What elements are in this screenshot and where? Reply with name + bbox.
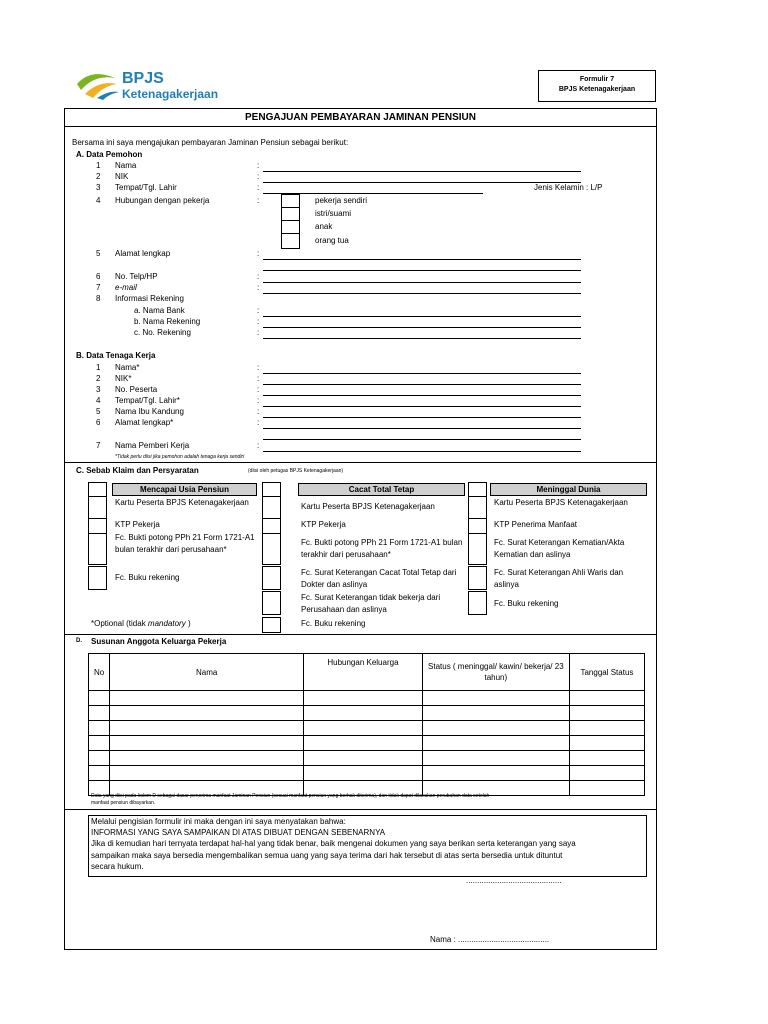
table-row[interactable]: [89, 766, 645, 781]
b-field[interactable]: [263, 439, 581, 440]
b-row-no: 4: [96, 396, 101, 405]
a-label-alamat: Alamat lengkap: [115, 249, 171, 258]
colon: :: [257, 272, 260, 281]
checkbox-orang-tua[interactable]: [281, 233, 300, 249]
a-row-no: 6: [96, 272, 101, 281]
c2-item: Fc. Surat Keterangan Cacat Total Tetap dari Dokter dan aslinya: [301, 568, 457, 589]
brand-subname: Ketenagakerjaan: [122, 87, 219, 101]
b-field[interactable]: [263, 395, 581, 396]
checkbox-c2-tidak-bekerja[interactable]: [262, 591, 281, 615]
checkbox-c3-kematian[interactable]: [468, 533, 487, 565]
a-alamat-field-2[interactable]: [263, 270, 581, 271]
signature-line[interactable]: ...........................................: [466, 876, 562, 885]
a-row-no: 8: [96, 294, 101, 303]
checkbox-c2-pph[interactable]: [262, 533, 281, 565]
signature-name[interactable]: Nama : .........................................: [430, 935, 550, 944]
col-status: Status ( meninggal/ kawin/ bekerja/ 23 tahun): [422, 654, 569, 691]
table-row[interactable]: [89, 721, 645, 736]
a-label-nama-rekening: b. Nama Rekening: [134, 317, 201, 326]
section-b-heading: B. Data Tenaga Kerja: [76, 351, 156, 360]
a-label-nama: Nama: [115, 161, 137, 170]
b-row-no: 1: [96, 363, 101, 372]
table-row[interactable]: [89, 706, 645, 721]
statement-line3: Jika di kemudian hari ternyata terdapat hal-hal yang tidak benar, baik mengenai dokumen yang saya berikan serta keterangan yang saya: [91, 839, 576, 848]
a-label-no-rekening: c. No. Rekening: [134, 328, 191, 337]
b-field[interactable]: [263, 384, 581, 385]
c1-item: Kartu Peserta BPJS Ketenagakerjaan: [115, 498, 249, 507]
relation-label: orang tua: [315, 236, 349, 245]
checkbox-c2-rekening[interactable]: [262, 617, 281, 633]
a-row-no: 5: [96, 249, 101, 258]
a-label-bank: a. Nama Bank: [134, 306, 185, 315]
col-hubungan: Hubungan Keluarga: [304, 654, 423, 691]
a-label-nik: NIK: [115, 172, 129, 181]
a-row-no: 3: [96, 183, 101, 192]
section-a-heading: A. Data Pemohon: [76, 150, 143, 159]
b-label: Nama*: [115, 363, 140, 372]
b-row-no: 2: [96, 374, 101, 383]
b-label: Tempat/Tgl. Lahir*: [115, 396, 180, 405]
colon: :: [257, 441, 260, 450]
colon: :: [257, 374, 260, 383]
checkbox-c1-ktp[interactable]: [88, 518, 107, 534]
form-org: BPJS Ketenagakerjaan: [558, 86, 636, 93]
col-header-meninggal: Meninggal Dunia: [490, 483, 647, 496]
colon: :: [257, 363, 260, 372]
col-header-cacat: Cacat Total Tetap: [298, 483, 465, 496]
checkbox-c2-kartu[interactable]: [262, 496, 281, 520]
checkbox-c2-ktp[interactable]: [262, 518, 281, 534]
colon: :: [257, 385, 260, 394]
col-header-usia-pensiun: Mencapai Usia Pensiun: [112, 483, 257, 496]
a-label-hubungan: Hubungan dengan pekerja: [115, 196, 210, 205]
statement-divider: [64, 809, 657, 810]
b-field[interactable]: [263, 417, 581, 418]
a-label-rekening: Informasi Rekening: [115, 294, 184, 303]
colon: :: [257, 317, 260, 326]
b-field[interactable]: [263, 428, 581, 429]
b-row-no: 5: [96, 407, 101, 416]
brand-name: BPJS: [122, 70, 164, 87]
a-row-no: 1: [96, 161, 101, 170]
a-bank-field[interactable]: [263, 316, 581, 317]
c2-item: KTP Pekerja: [301, 520, 346, 529]
checkbox-c1-pph[interactable]: [88, 533, 107, 565]
title-divider: [64, 126, 657, 127]
c3-item: Fc. Buku rekening: [494, 599, 559, 608]
intro-text: Bersama ini saya mengajukan pembayaran Jaminan Pensiun sebagai berikut:: [72, 138, 349, 147]
b-note: *Tidak perlu diisi jika pemohon adalah tenaga kerja sendiri: [115, 454, 245, 460]
a-nama-rekening-field[interactable]: [263, 327, 581, 328]
a-nama-field[interactable]: [263, 171, 581, 172]
section-c-heading: C. Sebab Klaim dan Persyaratan: [76, 466, 199, 475]
c3-item: KTP Penerima Manfaat: [494, 520, 578, 529]
col-no: No: [89, 654, 110, 691]
a-telp-field[interactable]: [263, 282, 581, 283]
c2-item: Fc. Buku rekening: [301, 619, 366, 628]
statement-line5: secara hukum.: [91, 862, 144, 871]
a-email-field[interactable]: [263, 293, 581, 294]
a-row-no: 2: [96, 172, 101, 181]
c3-item: Fc. Surat Keterangan Kematian/Akta Kematian dan aslinya: [494, 538, 625, 559]
colon: :: [257, 283, 260, 292]
checkbox-c3-ahli-waris[interactable]: [468, 566, 487, 590]
relation-label: anak: [315, 222, 333, 231]
section-d-letter: D.: [76, 638, 82, 644]
family-table: [88, 653, 645, 796]
page-title: PENGAJUAN PEMBAYARAN JAMINAN PENSIUN: [245, 112, 476, 123]
colon: :: [257, 196, 260, 205]
table-row[interactable]: [89, 691, 645, 706]
c3-item: Kartu Peserta BPJS Ketenagakerjaan: [494, 498, 628, 507]
a-alamat-field-1[interactable]: [263, 259, 581, 260]
b-field[interactable]: [263, 373, 581, 374]
table-row[interactable]: [89, 736, 645, 751]
b-row-no: 6: [96, 418, 101, 427]
section-d-divider: [64, 634, 657, 635]
statement-line4: sampaikan maka saya bersedia mengembalikan semua uang yang saya terima dari hak tersebut di atas serta bersedia untuk dituntut: [91, 851, 563, 860]
checkbox-c3-ktp[interactable]: [468, 518, 487, 534]
checkbox-c1-rekening[interactable]: [88, 566, 107, 590]
a-row-no: 7: [96, 283, 101, 292]
a-no-rekening-field[interactable]: [263, 338, 581, 339]
c2-item: Fc. Bukti potong PPh 21 Form 1721-A1 bulan terakhir dari perusahaan*: [301, 538, 463, 559]
relation-label: pekerja sendiri: [315, 196, 368, 205]
col-nama: Nama: [110, 654, 304, 691]
d-footnote-1: Data yang diisi pada kolom D sebagai dasar penerima manfaat Jaminan Pensiun (sesuai manfaat pensiun yang berhak diterima), dan tidak dapat dilakukan perubahan data setelah: [91, 793, 490, 799]
colon: :: [257, 407, 260, 416]
a-label-telp: No. Telp/HP: [115, 272, 158, 281]
statement-line2: INFORMASI YANG SAYA SAMPAIKAN DI ATAS DIBUAT DENGAN SEBENARNYA: [91, 828, 386, 837]
gender-label: Jenis Kelamin : L/P: [534, 183, 603, 192]
b-row-no: 7: [96, 441, 101, 450]
section-c-note: (diisi oleh petugas BPJS Ketenagakerjaan): [248, 468, 344, 474]
form-number-box: [538, 70, 656, 102]
b-label: Alamat lengkap*: [115, 418, 174, 427]
a-label-email: e-mail: [115, 283, 137, 292]
colon: :: [257, 396, 260, 405]
a-label-ttl: Tempat/Tgl. Lahir: [115, 183, 177, 192]
c1-item: KTP Pekerja: [115, 520, 160, 529]
b-row-no: 3: [96, 385, 101, 394]
b-label: Nama Pemberi Kerja: [115, 441, 190, 450]
form-number: Formulir 7: [579, 76, 615, 83]
section-d-heading: Susunan Anggota Keluarga Pekerja: [91, 637, 227, 646]
colon: :: [257, 328, 260, 337]
d-footnote-2: manfaat pensiun dibayarkan.: [91, 800, 156, 806]
statement-line1: Melalui pengisian formulir ini maka dengan ini saya menyatakan bahwa:: [91, 817, 346, 826]
c1-item: Fc. Bukti potong PPh 21 Form 1721-A1 bulan terakhir dari perusahaan*: [115, 533, 255, 554]
b-label: NIK*: [115, 374, 132, 383]
optional-note: *Optional (tidak mandatory ): [91, 619, 191, 628]
section-c-divider: [64, 462, 657, 463]
col-tanggal: Tanggal Status: [569, 654, 644, 691]
table-row[interactable]: [89, 751, 645, 766]
colon: :: [257, 172, 260, 181]
colon: :: [257, 161, 260, 170]
c3-item: Fc. Surat Keterangan Ahli Waris dan aslinya: [494, 568, 624, 589]
relation-label: istri/suami: [315, 209, 352, 218]
c2-item: Kartu Peserta BPJS Ketenagakerjaan: [301, 502, 435, 511]
checkbox-c1-kartu[interactable]: [88, 496, 107, 520]
checkbox-c2-cacat[interactable]: [262, 566, 281, 590]
colon: :: [257, 249, 260, 258]
colon: :: [257, 183, 260, 192]
checkbox-c3-kartu[interactable]: [468, 496, 487, 520]
b-label: Nama Ibu Kandung: [115, 407, 184, 416]
b-field[interactable]: [263, 451, 581, 452]
c2-item: Fc. Surat Keterangan tidak bekerja dari Perusahaan dan aslinya: [301, 593, 441, 614]
b-field[interactable]: [263, 406, 581, 407]
a-row-no: 4: [96, 196, 101, 205]
colon: :: [257, 418, 260, 427]
checkbox-c3-rekening[interactable]: [468, 591, 487, 615]
colon: :: [257, 306, 260, 315]
b-label: No. Peserta: [115, 385, 158, 394]
c1-item: Fc. Buku rekening: [115, 573, 180, 582]
